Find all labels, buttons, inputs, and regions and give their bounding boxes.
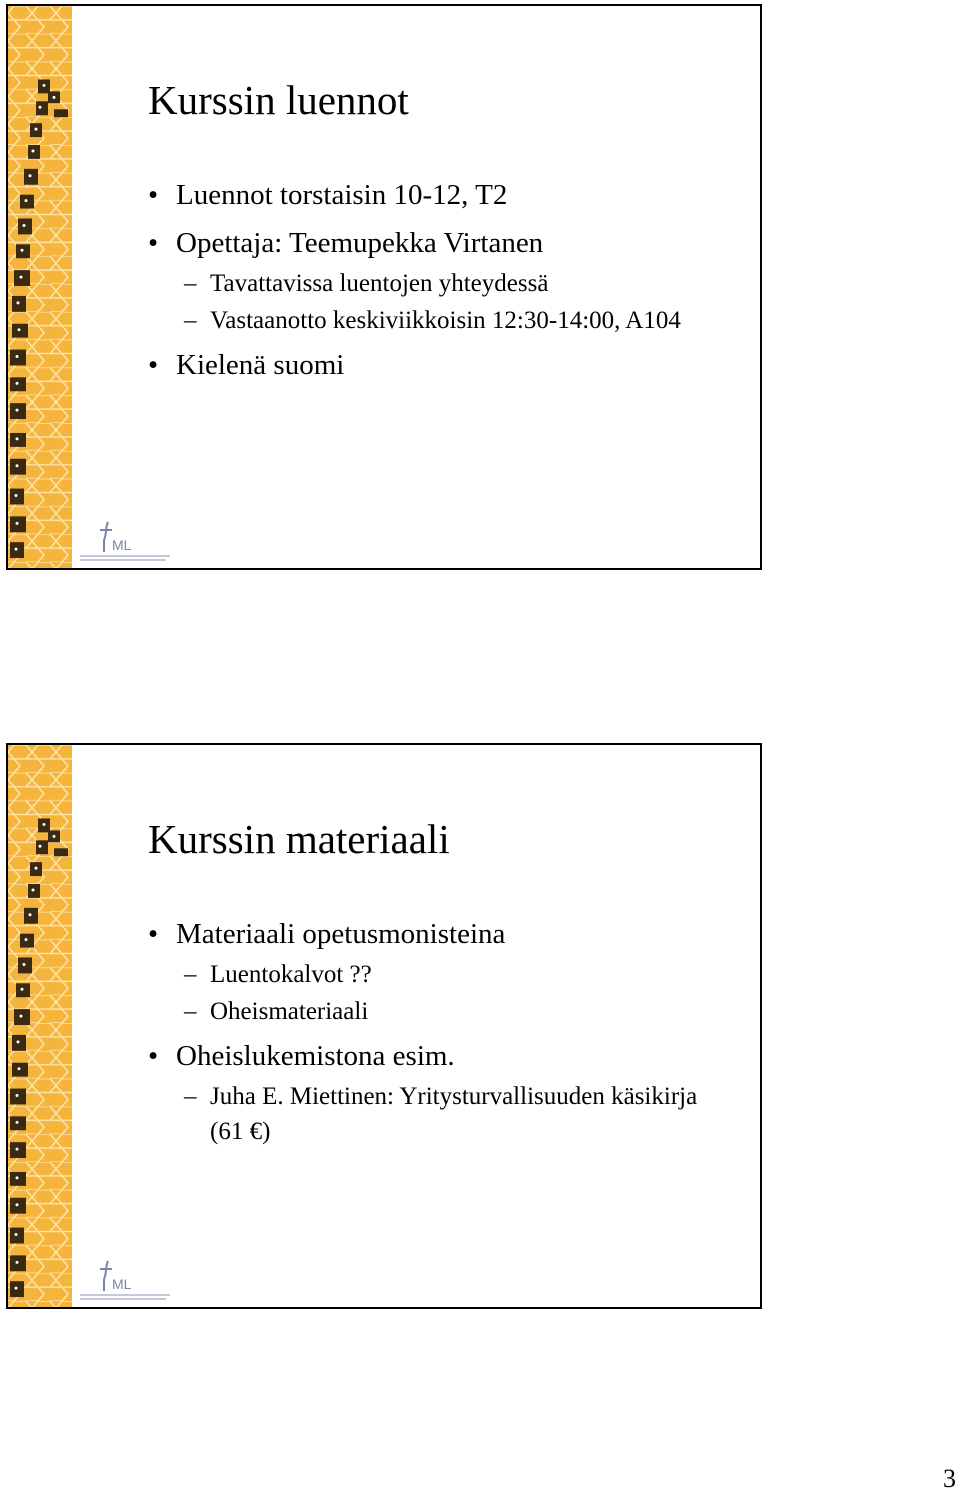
list-item [148, 1079, 730, 1149]
sub-bullet-marker: – [184, 1083, 197, 1110]
svg-text:ML: ML [112, 1276, 132, 1292]
list-item-text: Tavattavissa luentojen yhteydessä [210, 270, 549, 297]
list-item [148, 266, 748, 301]
list-item [148, 303, 730, 338]
honeycomb-decoration-icon [8, 6, 72, 568]
list-item: • Kielenä suomi [148, 348, 748, 382]
sub-bullet-marker: – [184, 961, 197, 988]
slide-2 [6, 743, 762, 1309]
list-item: • Materiaali opetusmonisteina [148, 917, 748, 951]
slide-title: Kurssin luennot [148, 77, 409, 123]
list-item: • Luennot torstaisin 10-12, T2 [148, 178, 748, 212]
honeycomb-decoration-icon [8, 745, 72, 1307]
slide-title: Kurssin materiaali [148, 816, 450, 862]
list-item-text: Luentokalvot ?? [210, 961, 372, 988]
list-item: • Oheislukemistona esim. [148, 1039, 748, 1073]
bullet-list [148, 917, 748, 1159]
list-item-text: Vastaanotto keskiviikkoisin 12:30-14:00, A104 [210, 307, 681, 334]
organization-logo-icon [78, 1257, 174, 1303]
sub-bullet-marker: – [184, 307, 197, 334]
list-item [148, 957, 748, 992]
sub-bullet-marker: – [184, 998, 197, 1025]
sub-bullet-marker: – [184, 270, 197, 297]
list-item [148, 994, 748, 1029]
list-item-text: Oheismateriaali [210, 998, 369, 1025]
bullet-list [148, 178, 748, 396]
organization-logo-icon [78, 518, 174, 564]
slide-1 [6, 4, 762, 570]
svg-text:ML: ML [112, 537, 132, 553]
list-item-text: Juha E. Miettinen: Yritysturvallisuuden käsikirja (61 €) [210, 1083, 698, 1145]
page-number: 3 [943, 1464, 956, 1493]
list-item: • Opettaja: Teemupekka Virtanen [148, 226, 748, 260]
